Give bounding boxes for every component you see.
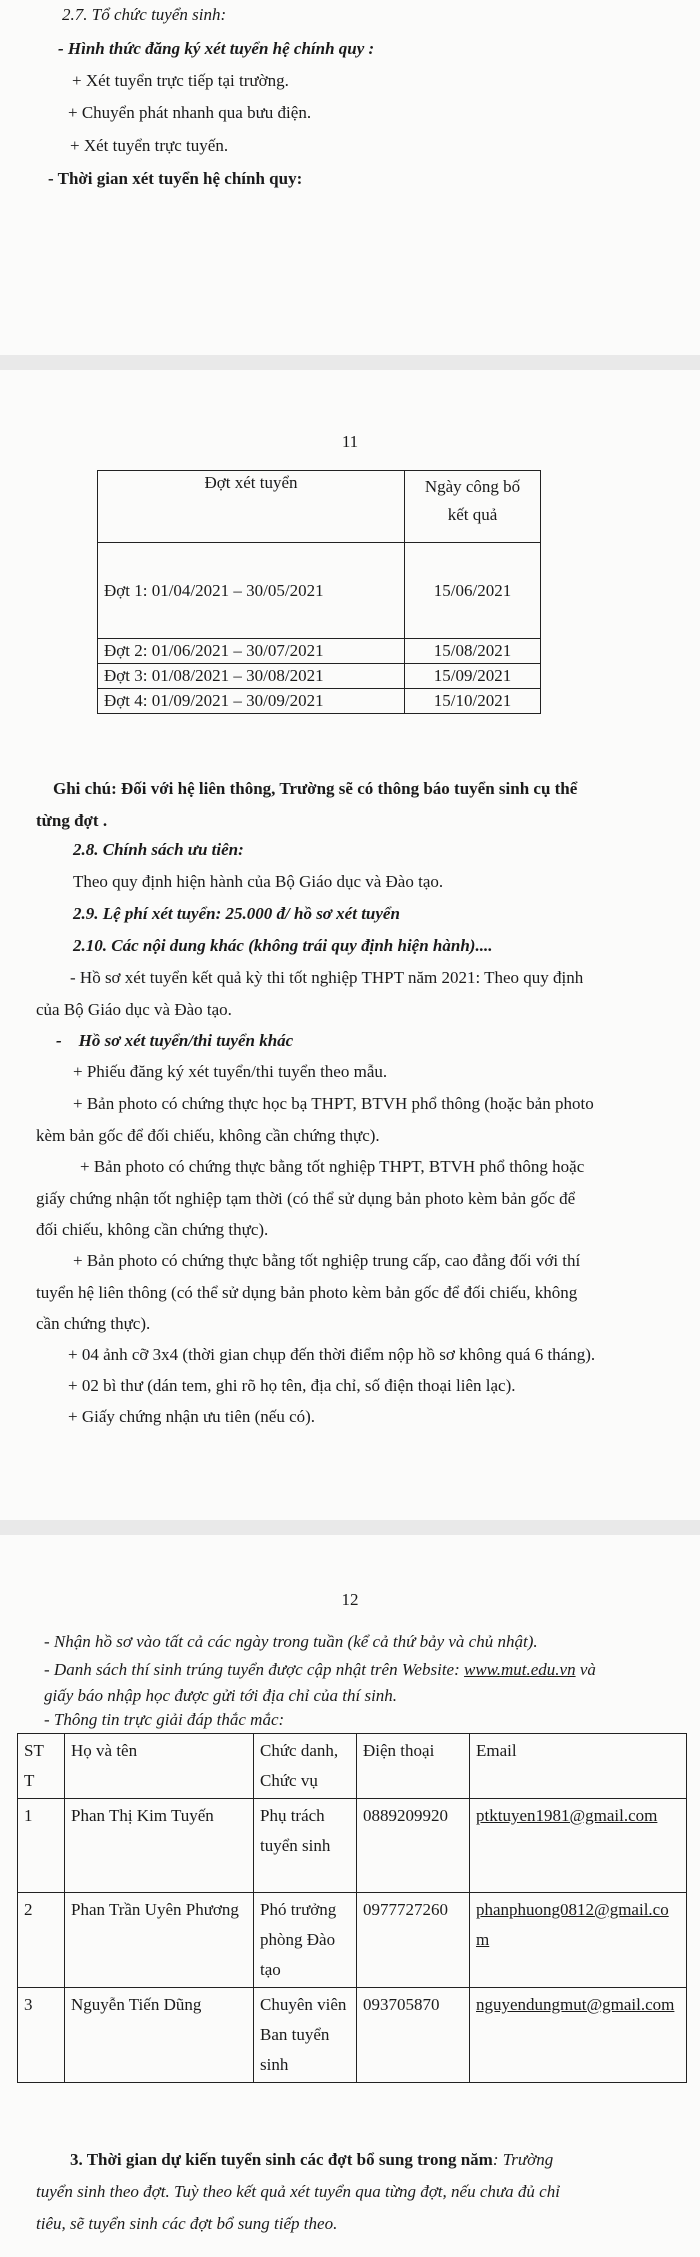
dossier-line: giấy chứng nhận tốt nghiệp tạm thời (có thể sử dụng bản photo kèm bản gốc để — [36, 1189, 576, 1208]
section-2-8-text: Theo quy định hiện hành của Bộ Giáo dục và Đào tạo. — [73, 872, 444, 891]
section-2-10-line-1: - Hồ sơ xét tuyển kết quả kỳ thi tốt nghiệp THPT năm 2021: Theo quy định — [70, 968, 584, 987]
dossier-line: + Phiếu đăng ký xét tuyển/thi tuyển theo mẫu. — [73, 1062, 388, 1081]
dossier-line: kèm bản gốc để đối chiếu, không cần chứng thực). — [36, 1126, 380, 1145]
table-row: Đợt 4: 01/09/2021 – 30/09/2021 15/10/2021 — [98, 689, 541, 714]
section-2-8-title: 2.8. Chính sách ưu tiên: — [73, 840, 244, 859]
form-item-2: + Chuyển phát nhanh qua bưu điện. — [68, 103, 312, 122]
dossier-line: tuyển hệ liên thông (có thể sử dụng bản photo kèm bản gốc để đối chiếu, không — [36, 1283, 578, 1302]
table-row: Đợt 2: 01/06/2021 – 30/07/2021 15/08/2021 — [98, 639, 541, 664]
registration-form-title: - Hình thức đăng ký xét tuyển hệ chính quy : — [58, 39, 375, 58]
page-1 — [0, 0, 700, 355]
page-2 — [0, 370, 700, 1520]
contact-info-line: - Thông tin trực giải đáp thắc mắc: — [44, 1710, 285, 1729]
dossier-line: + Bản photo có chứng thực bằng tốt nghiệp THPT, BTVH phổ thông hoặc — [80, 1157, 585, 1176]
form-item-3: + Xét tuyển trực tuyến. — [70, 136, 229, 155]
page-gap — [0, 1520, 700, 1535]
dossier-line: + Giấy chứng nhận ưu tiên (nếu có). — [68, 1407, 316, 1426]
schedule-table — [97, 470, 541, 714]
receive-dossier-line: - Nhận hồ sơ vào tất cả các ngày trong tuần (kể cả thứ bảy và chủ nhật). — [44, 1632, 538, 1651]
admission-notice-line: giấy báo nhập học được gửi tới địa chỉ của thí sinh. — [44, 1686, 398, 1705]
note-line-1: Ghi chú: Đối với hệ liên thông, Trường sẽ có thông báo tuyển sinh cụ thể — [53, 779, 578, 798]
dossier-line: đối chiếu, không cần chứng thực). — [36, 1220, 269, 1239]
table-row: Đợt 3: 01/08/2021 – 30/08/2021 15/09/2021 — [98, 664, 541, 689]
section-2-10-line-2: của Bộ Giáo dục và Đào tạo. — [36, 1000, 232, 1019]
column-header: Ngày công bố kết quả — [405, 471, 541, 543]
section-2-10: 2.10. Các nội dung khác (không trái quy định hiện hành).... — [73, 936, 493, 955]
dossier-title: - Hồ sơ xét tuyển/thi tuyển khác — [56, 1031, 294, 1050]
column-header: ST T — [18, 1734, 65, 1799]
page-gap — [0, 355, 700, 370]
dossier-line: cần chứng thực). — [36, 1314, 151, 1333]
page-number: 12 — [341, 1590, 359, 1609]
dossier-line: + 04 ảnh cỡ 3x4 (thời gian chụp đến thời điểm nộp hồ sơ không quá 6 tháng). — [68, 1345, 596, 1364]
page-number: 11 — [341, 432, 359, 451]
page-3 — [0, 1535, 700, 2257]
column-header: Họ và tên — [65, 1734, 254, 1799]
note-line-2: từng đợt . — [36, 811, 108, 830]
result-list-line: - Danh sách thí sinh trúng tuyển được cập nhật trên Website: www.mut.edu.vn và — [44, 1660, 596, 1679]
website-link[interactable]: www.mut.edu.vn — [464, 1660, 576, 1679]
admission-time-title: - Thời gian xét tuyển hệ chính quy: — [48, 169, 303, 188]
section-3-line-1: 3. Thời gian dự kiến tuyển sinh các đợt bổ sung trong năm: Trường — [70, 2150, 554, 2169]
form-item-1: + Xét tuyển trực tiếp tại trường. — [72, 71, 289, 90]
email-link[interactable]: nguyendungmut@gmail.com — [470, 1988, 687, 2083]
section-2-9: 2.9. Lệ phí xét tuyển: 25.000 đ/ hồ sơ xét tuyển — [73, 904, 400, 923]
dossier-line: + Bản photo có chứng thực bằng tốt nghiệp trung cấp, cao đẳng đối với thí — [73, 1251, 581, 1270]
section-2-7-heading: 2.7. Tổ chức tuyển sinh: — [62, 5, 227, 24]
section-3-line-3: tiêu, sẽ tuyển sinh các đợt bổ sung tiếp theo. — [36, 2214, 338, 2233]
dossier-line: + 02 bì thư (dán tem, ghi rõ họ tên, địa chỉ, số điện thoại liên lạc). — [68, 1376, 516, 1395]
table-row: 2 Phan Trần Uyên Phương Phó trưởng phòng Đào tạo 0977727260 phanphuong0812@gmail.com — [18, 1893, 687, 1988]
contacts-table — [17, 1733, 687, 2083]
column-header: Chức danh, Chức vụ — [254, 1734, 357, 1799]
table-row: Đợt 1: 01/04/2021 – 30/05/2021 15/06/2021 — [98, 543, 541, 639]
column-header: Email — [470, 1734, 687, 1799]
dossier-line: + Bản photo có chứng thực học bạ THPT, BTVH phổ thông (hoặc bản photo — [73, 1094, 594, 1113]
column-header: Đợt xét tuyển — [98, 471, 405, 543]
table-row: 3 Nguyễn Tiến Dũng Chuyên viên Ban tuyển sinh 093705870 nguyendungmut@gmail.com — [18, 1988, 687, 2083]
section-3-line-2: tuyển sinh theo đợt. Tuỳ theo kết quả xét tuyển qua từng đợt, nếu chưa đủ chỉ — [36, 2182, 560, 2201]
email-link[interactable]: ptktuyen1981@gmail.com — [470, 1799, 687, 1893]
column-header: Điện thoại — [357, 1734, 470, 1799]
email-link[interactable]: phanphuong0812@gmail.com — [470, 1893, 687, 1988]
table-row: 1 Phan Thị Kim Tuyến Phụ trách tuyển sinh 0889209920 ptktuyen1981@gmail.com — [18, 1799, 687, 1893]
